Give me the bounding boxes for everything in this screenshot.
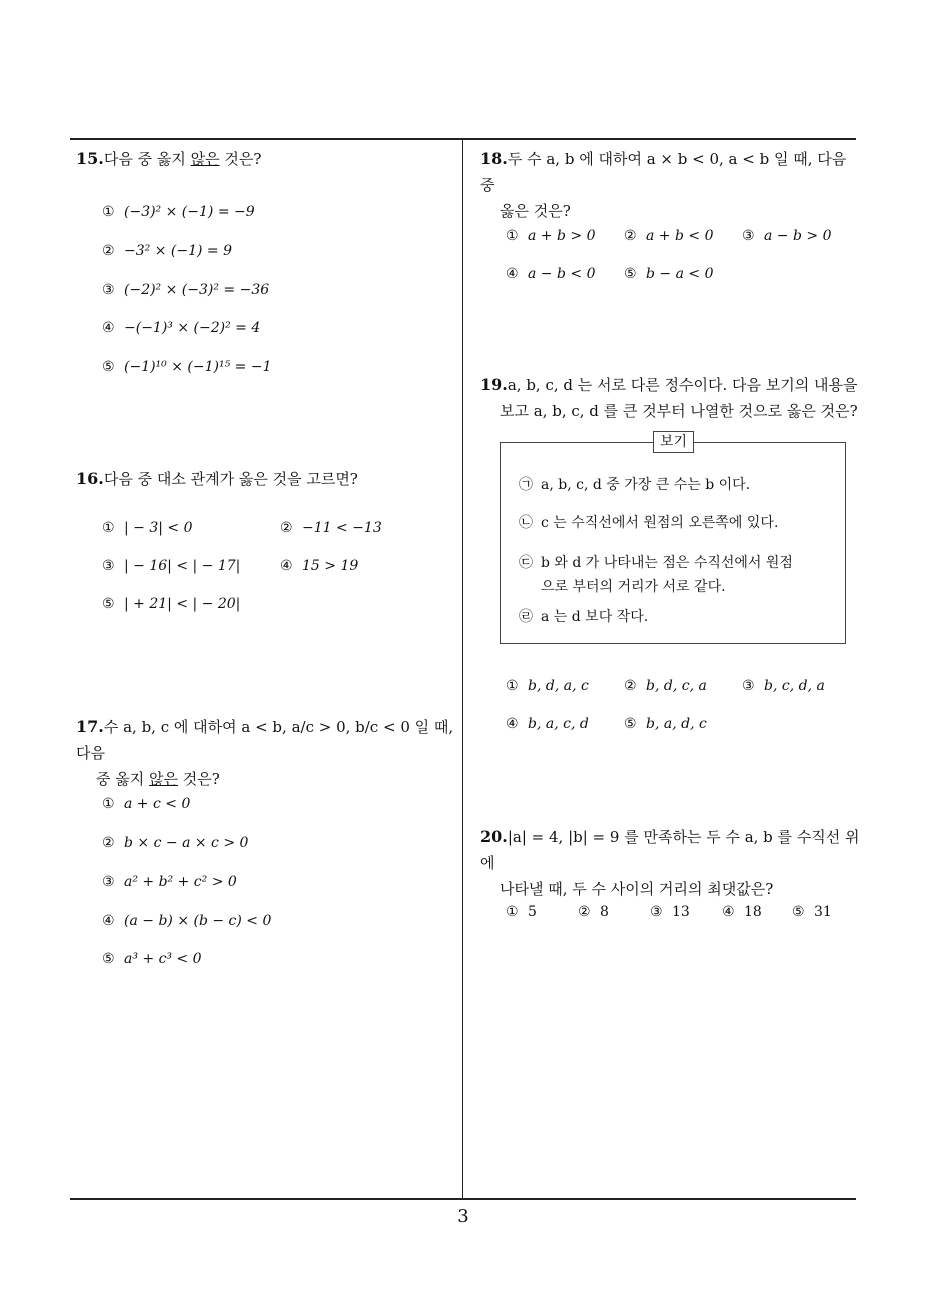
question-number: 20. <box>480 827 508 846</box>
option-4[interactable]: ④ 15 > 19 <box>280 558 359 574</box>
option-2[interactable]: ② −3² × (−1) = 9 <box>102 243 232 259</box>
question-18 <box>480 146 864 282</box>
bogi-item: ㉡ c 는 수직선에서 원점의 오른쪽에 있다. <box>519 515 779 531</box>
option-5[interactable]: ⑤ | + 21| < | − 20| <box>102 596 241 612</box>
option-1[interactable]: ① | − 3| < 0 <box>102 520 193 536</box>
question-16 <box>76 466 456 612</box>
option-5[interactable]: ⑤ 31 <box>792 904 832 920</box>
question-number: 18. <box>480 149 508 168</box>
question-17 <box>76 714 456 967</box>
option-3[interactable]: ③ b, c, d, a <box>742 678 825 694</box>
column-divider <box>462 138 463 1200</box>
option-4[interactable]: ④ (a − b) × (b − c) < 0 <box>102 913 272 929</box>
option-1[interactable]: ① a + b > 0 <box>506 228 596 244</box>
question-stem: 18.두 수 a, b 에 대하여 a × b < 0, a < b 일 때, 다음 중 <box>480 149 847 194</box>
option-5[interactable]: ⑤ b − a < 0 <box>624 266 714 282</box>
top-rule <box>70 138 856 140</box>
option-1[interactable]: ① (−3)² × (−1) = −9 <box>102 204 255 220</box>
page-number: 3 <box>457 1206 469 1227</box>
question-stem-continued: 나타낼 때, 두 수 사이의 거리의 최댓값은? <box>500 880 774 898</box>
question-stem-continued: 보고 a, b, c, d 를 큰 것부터 나열한 것으로 옳은 것은? <box>500 402 858 420</box>
option-2[interactable]: ② 8 <box>578 904 609 920</box>
option-5[interactable]: ⑤ b, a, d, c <box>624 716 707 732</box>
question-stem-continued: 중 옳지 않은 것은? <box>96 770 220 788</box>
option-2[interactable]: ② b × c − a × c > 0 <box>102 835 249 851</box>
question-stem: 19.a, b, c, d 는 서로 다른 정수이다. 다음 보기의 내용을 <box>480 375 858 394</box>
option-4[interactable]: ④ a − b < 0 <box>506 266 596 282</box>
bogi-box <box>500 434 846 644</box>
bogi-item-continued: 으로 부터의 거리가 서로 같다. <box>541 579 726 595</box>
question-stem: 16.다음 중 대소 관계가 옳은 것을 고르면? <box>76 469 358 488</box>
question-20 <box>480 824 864 920</box>
question-stem: 17.수 a, b, c 에 대하여 a < b, a/c > 0, b/c < 0 일 때, 다음 <box>76 717 454 762</box>
bogi-title: 보기 <box>653 431 694 453</box>
option-3[interactable]: ③ 13 <box>650 904 690 920</box>
option-1[interactable]: ① a + c < 0 <box>102 796 191 812</box>
bogi-item: ㉠ a, b, c, d 중 가장 큰 수는 b 이다. <box>519 477 751 493</box>
question-15 <box>76 146 456 375</box>
option-4[interactable]: ④ b, a, c, d <box>506 716 589 732</box>
question-number: 19. <box>480 375 508 394</box>
option-4[interactable]: ④ 18 <box>722 904 762 920</box>
option-1[interactable]: ① 5 <box>506 904 537 920</box>
question-number: 16. <box>76 469 104 488</box>
option-5[interactable]: ⑤ (−1)¹⁰ × (−1)¹⁵ = −1 <box>102 359 272 375</box>
option-1[interactable]: ① b, d, a, c <box>506 678 589 694</box>
question-stem: 15.다음 중 옳지 않은 것은? <box>76 149 262 168</box>
option-2[interactable]: ② −11 < −13 <box>280 520 382 536</box>
option-3[interactable]: ③ | − 16| < | − 17| <box>102 558 241 574</box>
option-4[interactable]: ④ −(−1)³ × (−2)² = 4 <box>102 320 261 336</box>
bottom-rule <box>70 1198 856 1200</box>
option-3[interactable]: ③ a − b > 0 <box>742 228 832 244</box>
question-number: 17. <box>76 717 104 736</box>
question-stem-continued: 옳은 것은? <box>500 202 571 220</box>
question-19 <box>480 372 864 424</box>
bogi-item: ㉢ b 와 d 가 나타내는 점은 수직선에서 원점 <box>519 555 793 571</box>
option-2[interactable]: ② a + b < 0 <box>624 228 714 244</box>
option-3[interactable]: ③ (−2)² × (−3)² = −36 <box>102 282 270 298</box>
question-stem: 20.|a| = 4, |b| = 9 를 만족하는 두 수 a, b 를 수직선 위에 <box>480 827 860 872</box>
option-3[interactable]: ③ a² + b² + c² > 0 <box>102 874 237 890</box>
question-number: 15. <box>76 149 104 168</box>
option-5[interactable]: ⑤ a³ + c³ < 0 <box>102 951 202 967</box>
bogi-item: ㉣ a 는 d 보다 작다. <box>519 609 649 625</box>
option-2[interactable]: ② b, d, c, a <box>624 678 707 694</box>
